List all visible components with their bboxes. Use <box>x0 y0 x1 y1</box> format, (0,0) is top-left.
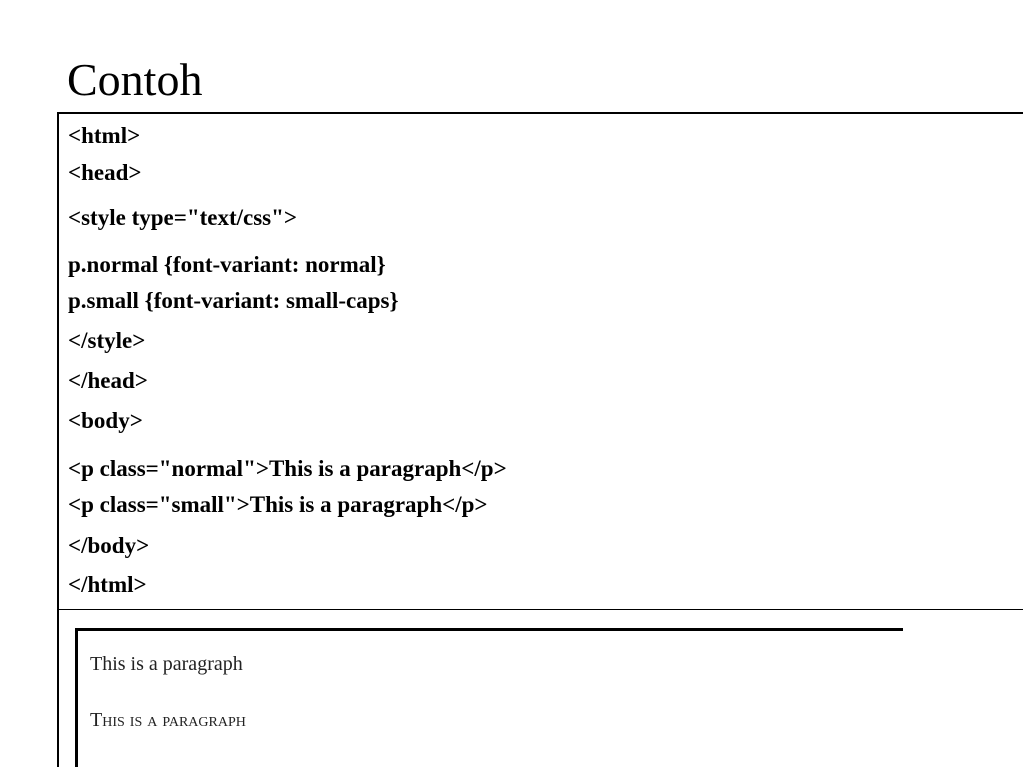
code-line: <html> <box>68 123 141 148</box>
code-line: <p class="small">This is a paragraph</p> <box>68 492 488 517</box>
divider <box>57 610 59 767</box>
code-line: <head> <box>68 160 142 185</box>
code-line: p.normal {font-variant: normal} <box>68 252 386 277</box>
slide-title: Contoh <box>67 54 203 105</box>
preview-normal-paragraph: This is a paragraph <box>90 653 243 675</box>
code-line: <style type="text/css"> <box>68 205 298 230</box>
code-line: <p class="normal">This is a paragraph</p> <box>68 456 507 481</box>
preview-small-caps-paragraph: This is a paragraph <box>90 709 246 731</box>
code-line: </style> <box>68 328 146 353</box>
code-line: </head> <box>68 368 148 393</box>
code-line: <body> <box>68 408 143 433</box>
render-preview <box>75 628 903 767</box>
code-line: p.small {font-variant: small-caps} <box>68 288 399 313</box>
code-line: </html> <box>68 572 147 597</box>
code-line: </body> <box>68 533 150 558</box>
code-listing <box>57 112 1023 610</box>
